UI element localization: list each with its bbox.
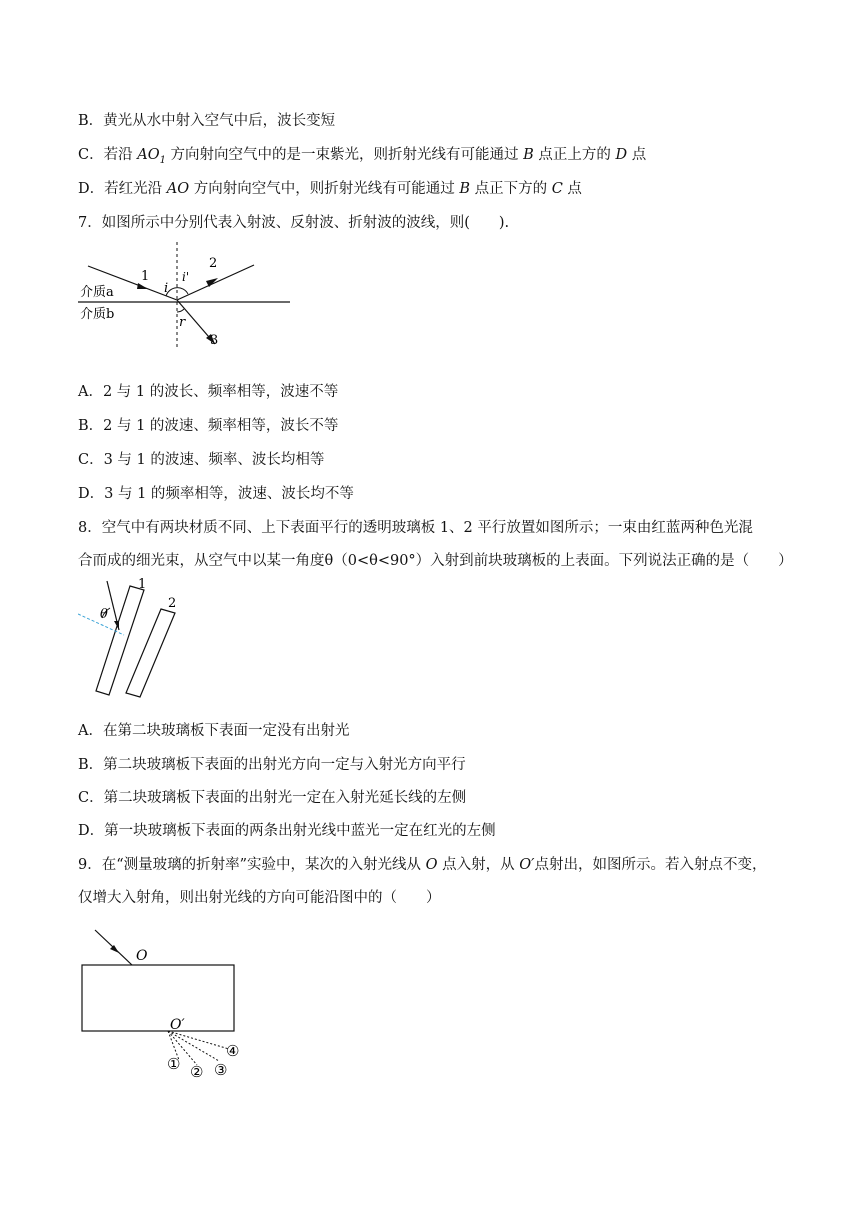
- q9-stem-o2: O′: [519, 857, 535, 873]
- q6-option-b: B．黄光从水中射入空气中后，波长变短: [78, 113, 336, 129]
- q6-d-b: B: [459, 181, 470, 197]
- q9-figure: [78, 925, 253, 1080]
- q7-label-3: 3: [210, 333, 219, 348]
- q7-figure: [78, 240, 293, 355]
- q9-label-2: ②: [190, 1063, 204, 1080]
- q7-label-i2: i': [182, 270, 190, 284]
- q6-d-text4: 点: [562, 181, 582, 197]
- q8-option-c: C．第二块玻璃板下表面的出射光一定在入射光延长线的左侧: [78, 790, 467, 806]
- q9-label-o: O: [136, 948, 148, 964]
- q9-label-1: ①: [167, 1055, 181, 1073]
- q9-label-o2: O′: [170, 1017, 185, 1033]
- q6-c-ao1: AO: [137, 147, 160, 163]
- q6-c-text: C．若沿: [78, 147, 138, 163]
- q7-angle-arc-bottom: [177, 309, 184, 312]
- q6-option-d: [78, 179, 582, 199]
- q6-c-text3: 点正上方的: [533, 147, 616, 163]
- q7-label-1: 1: [141, 269, 150, 284]
- q8-stem-line-1: 8．空气中有两块材质不同、上下表面平行的透明玻璃板 1、2 平行放置如图所示；一束由红蓝两种色光混: [78, 520, 753, 536]
- q8-label-1: 1: [138, 578, 147, 592]
- q8-label-theta: θ: [100, 607, 108, 622]
- q6-option-c: [78, 145, 646, 171]
- q8-option-b: B．第二块玻璃板下表面的出射光方向一定与入射光方向平行: [78, 757, 466, 773]
- q9-label-4: ④: [226, 1042, 240, 1060]
- q7-option-c: C．3 与 1 的波速、频率、波长均相等: [78, 452, 325, 468]
- q9-glass-block: [82, 965, 234, 1031]
- q9-exit-line-4: [168, 1031, 229, 1049]
- q7-stem: 7．如图所示中分别代表入射波、反射波、折射波的波线，则( ).: [78, 215, 510, 231]
- q6-c-text2: 方向射向空气中的是一束紫光，则折射光线有可能通过: [165, 147, 524, 163]
- q6-d-c: C: [551, 181, 563, 197]
- q7-label-i: i: [164, 281, 169, 296]
- q8-option-a: A．在第二块玻璃板下表面一定没有出射光: [78, 723, 350, 739]
- q7-option-d: D．3 与 1 的频率相等，波速、波长均不等: [78, 486, 354, 502]
- q9-stem-text3: 点射出，如图所示。若入射点不变，: [534, 857, 767, 873]
- q9-stem-line-2: 仅增大入射角，则出射光线的方向可能沿图中的（ ）: [78, 890, 441, 906]
- q8-stem-line-2: 合而成的细光束，从空气中以某一角度θ（0<θ<90°）入射到前块玻璃板的上表面。下列说法正确的是（ ）: [78, 553, 793, 569]
- q7-option-b: B．2 与 1 的波速、频率相等，波长不等: [78, 418, 339, 434]
- q6-c-text4: 点: [627, 147, 647, 163]
- q6-c-d: D: [615, 147, 628, 163]
- q6-d-text: D．若红光沿: [78, 181, 167, 197]
- q6-d-text2: 方向射向空气中，则折射光线有可能通过: [189, 181, 460, 197]
- q8-option-d: D．第一块玻璃板下表面的两条出射光线中蓝光一定在红光的左侧: [78, 823, 496, 839]
- q8-plate-1: [96, 586, 144, 695]
- q7-label-2: 2: [209, 256, 218, 271]
- q9-label-3: ③: [214, 1061, 228, 1079]
- q9-stem-o: O: [425, 857, 438, 873]
- q7-label-medium-a: 介质a: [80, 285, 114, 300]
- q8-figure: [78, 578, 188, 703]
- q7-option-a: A．2 与 1 的波长、频率相等，波速不等: [78, 384, 339, 400]
- q8-label-2: 2: [168, 596, 177, 611]
- q9-stem-text2: 点入射，从: [437, 857, 520, 873]
- q7-label-r: r: [179, 315, 186, 330]
- q9-stem-text: 9．在“测量玻璃的折射率”实验中，某次的入射光线从: [78, 857, 426, 873]
- q6-c-sub: 1: [159, 154, 166, 166]
- q6-c-b: B: [523, 147, 534, 163]
- q9-stem-line-1: [78, 855, 766, 875]
- q6-d-text3: 点正下方的: [469, 181, 552, 197]
- q6-d-ao: AO: [166, 181, 190, 197]
- q7-label-medium-b: 介质b: [80, 307, 115, 322]
